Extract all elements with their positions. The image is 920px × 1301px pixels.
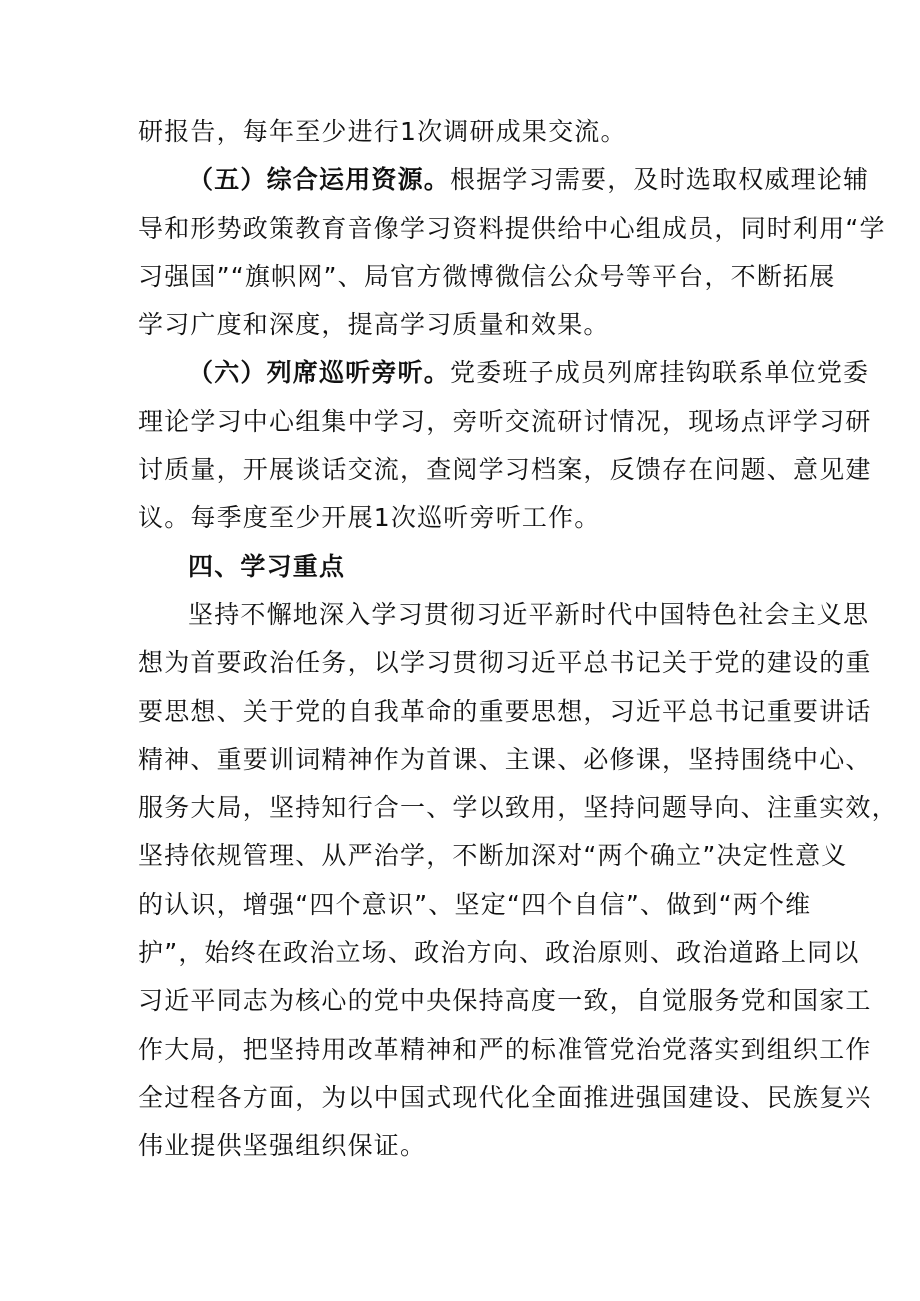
- paragraph-line: 习强国”“旗帜网”、局官方微博微信公众号等平台，不断拓展: [138, 261, 836, 291]
- paragraph-line: 坚持依规管理、从严治学，不断加深对“两个确立”决定性意义: [138, 841, 848, 871]
- document-body: [138, 108, 898, 1171]
- paragraph-line: 护”，始终在政治立场、政治方向、政治原则、政治道路上同以: [138, 938, 860, 968]
- paragraph-line: 讨质量，开展谈话交流，查阅学习档案，反馈存在问题、意见建: [138, 455, 872, 485]
- paragraph-line: 要思想、关于党的自我革命的重要思想，习近平总书记重要讲话: [138, 696, 872, 726]
- section-five-heading: （五）综合运用资源。: [188, 165, 451, 195]
- paragraph-line: 全过程各方面，为以中国式现代化全面推进强国建设、民族复兴: [138, 1082, 872, 1112]
- section-four-heading: 四、学习重点: [188, 551, 346, 581]
- paragraph-line: 理论学习中心组集中学习，旁听交流研讨情况，现场点评学习研: [138, 406, 872, 436]
- paragraph-line: 的认识，增强“四个意识”、坚定“四个自信”、做到“两个维: [138, 889, 812, 919]
- paragraph-line: 精神、重要训词精神作为首课、主课、必修课，坚持围绕中心、: [138, 744, 872, 774]
- paragraph-line: 作大局，把坚持用改革精神和严的标准管党治党落实到组织工作: [138, 1034, 872, 1064]
- section-five-first-line: [138, 156, 870, 204]
- paragraph-line: 坚持不懈地深入学习贯彻习近平新时代中国特色社会主义思: [188, 599, 870, 629]
- paragraph-line: 伟业提供坚强组织保证。: [138, 1131, 427, 1161]
- paragraph-line: 习近平同志为核心的党中央保持高度一致，自觉服务党和国家工: [138, 986, 872, 1016]
- paragraph-line: 服务大局，坚持知行合一、学以致用，坚持问题导向、注重实效，: [138, 793, 898, 823]
- paragraph-line: 研报告，每年至少进行1次调研成果交流。: [138, 117, 627, 146]
- paragraph-line: 导和形势政策教育音像学习资料提供给中心组成员，同时利用“学: [138, 213, 886, 243]
- section-six-heading: （六）列席巡听旁听。: [188, 358, 451, 388]
- paragraph-line: 学习广度和深度，提高学习质量和效果。: [138, 310, 610, 340]
- paragraph-line-text: 党委班子成员列席挂钩联系单位党委: [450, 358, 870, 388]
- paragraph-line-text: 根据学习需要，及时选取权威理论辅: [450, 165, 870, 195]
- paragraph-line: 想为首要政治任务，以学习贯彻习近平总书记关于党的建设的重: [138, 648, 872, 678]
- paragraph-line: 议。每季度至少开展1次巡听旁听工作。: [138, 503, 601, 533]
- section-six-first-line: [138, 349, 870, 397]
